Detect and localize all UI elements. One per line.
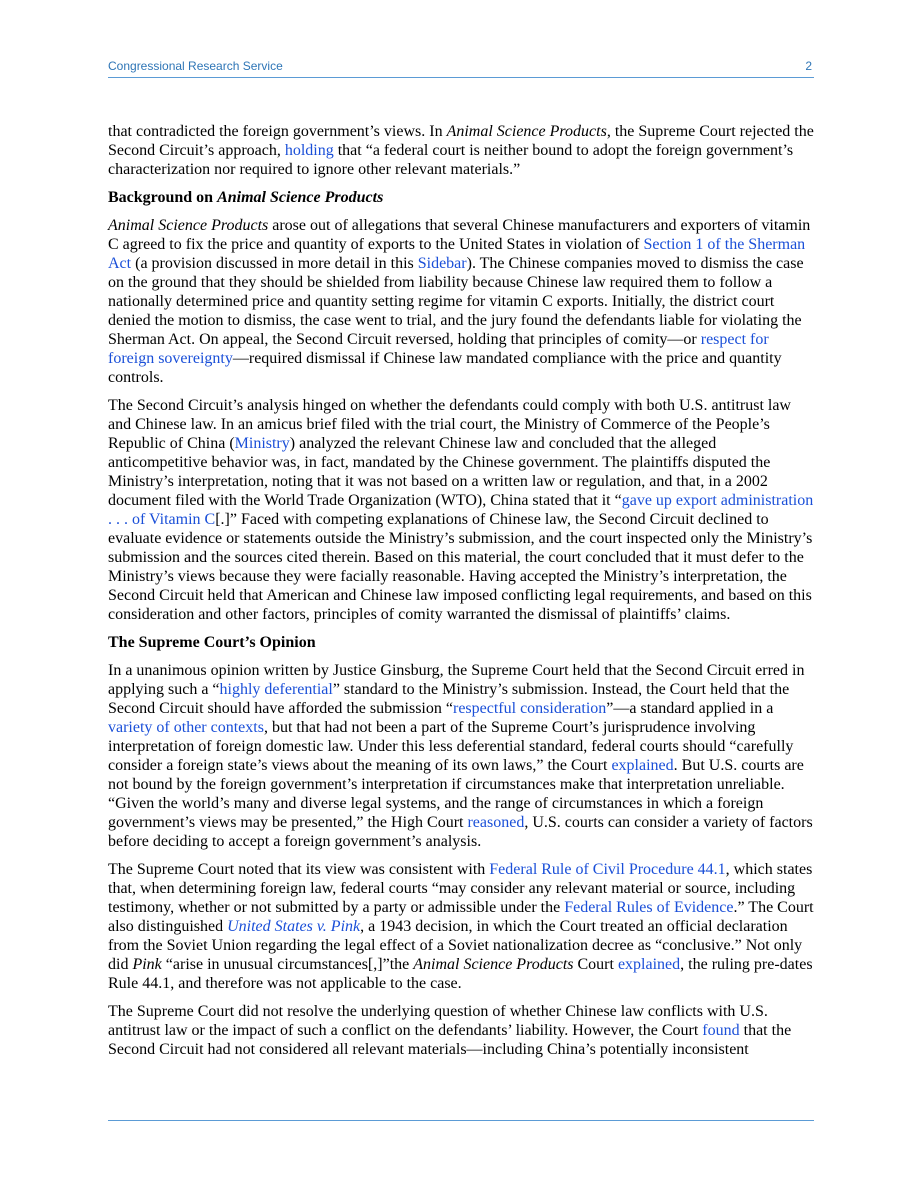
document-body — [108, 122, 814, 1068]
link-found[interactable]: found — [702, 1022, 740, 1039]
section-heading-opinion: The Supreme Court’s Opinion — [108, 634, 316, 651]
case-name: Animal Science Products — [446, 123, 607, 140]
page-number: 2 — [805, 59, 812, 73]
link-federal-rules-evidence[interactable]: Federal Rules of Evidence — [564, 899, 734, 916]
link-explained[interactable]: explained — [611, 757, 674, 774]
paragraph-second-circuit: The Second Circuit’s analysis hinged on whether the defendants could comply with both U.S. antitrust law and Chinese law. In an amicus brief filed with the trial court, the Ministry of Commerce of the People’s Republic of China (Ministry) analyzed the relevant Chinese law and concluded that the alleged anticompetitive behavior was, in fact, mandated by the Chinese government. The plaintiffs disputed the Ministry’s interpretation, noting that it was not based on a written law or regulation, and that, in a 2002 document filed with the World Trade Organization (WTO), China stated that it “gave up export administration . . . of Vitamin C[.]” Faced with competing explanations of Chinese law, the Second Circuit declined to evaluate evidence or statements outside the Ministry’s submission, and the court inspected only the Ministry’s submission and the sources cited therein. Based on this material, the court concluded that it must defer to the Ministry’s views because they were facially reasonable. Having accepted the Ministry’s interpretation, the Second Circuit held that American and Chinese law imposed conflicting legal requirements, and based on this consideration and other factors, principles of comity warranted the dismissal of plaintiffs’ claims. — [108, 397, 814, 623]
link-ministry[interactable]: Ministry — [234, 435, 290, 452]
paragraph-conclusion: The Supreme Court did not resolve the underlying question of whether Chinese law conflicts with U.S. antitrust law or the impact of such a conflict on the defendants’ liability. However, the Court found that the Second Circuit had not considered all relevant materials—including China’s potentially inconsistent — [108, 1003, 792, 1058]
page-header — [108, 57, 814, 78]
link-frcp-44-1[interactable]: Federal Rule of Civil Procedure 44.1 — [489, 861, 726, 878]
paragraph-rule-44-1: The Supreme Court noted that its view was consistent with Federal Rule of Civil Procedure 44.1, which states that, when determining foreign law, federal courts “may consider any relevant material or source, including testimony, whether or not submitted by a party or admissible under the Federal Rules of Evidence.” The Court also distinguished United States v. Pink, a 1943 decision, in which the Court treated an official declaration from the Soviet Union regarding the legal effect of a Soviet nationalization decree as “conclusive.” Not only did Pink “arise in unusual circumstances[,]”the Animal Science Products Court explained, the ruling pre-dates Rule 44.1, and therefore was not applicable to the case. — [108, 861, 814, 992]
link-gave-up-export[interactable]: gave up export administration . . . of Vitamin C — [108, 492, 814, 528]
link-variety-of-contexts[interactable]: variety of other contexts — [108, 719, 264, 736]
link-respectful-consideration[interactable]: respectful consideration — [452, 700, 607, 717]
paragraph-opinion: In a unanimous opinion written by Justice Ginsburg, the Supreme Court held that the Second Circuit erred in applying such a “highly deferential” standard to the Ministry’s submission. Instead, the Court held that the Second Circuit should have afforded the submission “respectful consideration”—a standard applied in a variety of other contexts, but that had not been a part of the Supreme Court’s jurisprudence involving interpretation of foreign domestic law. Under this less deferential standard, federal courts should “carefully consider a foreign state’s views about the meaning of its own laws,” the Court explained. But U.S. courts are not bound by the foreign government’s interpretation if circumstances make that interpretation unreliable. “Given the world’s many and diverse legal systems, and the range of circumstances in which a foreign government’s views may be presented,” the High Court reasoned, U.S. courts can consider a variety of factors before deciding to accept a foreign government’s analysis. — [108, 662, 813, 850]
link-sidebar[interactable]: Sidebar — [417, 255, 467, 272]
header-org-name: Congressional Research Service — [108, 59, 283, 73]
link-explained-2[interactable]: explained — [617, 956, 681, 973]
link-holding[interactable]: holding — [284, 142, 334, 159]
link-highly-deferential[interactable]: highly deferential — [219, 681, 333, 698]
link-sherman-act[interactable]: Section 1 of the Sherman Act — [108, 236, 806, 272]
link-respect-foreign-sovereignty[interactable]: respect for foreign sovereignty — [108, 331, 769, 367]
section-heading-background: Background on Animal Science Products — [108, 189, 384, 206]
paragraph-intro: that contradicted the foreign government’s views. In Animal Science Products, the Supreme Court rejected the Second Circuit’s approach, holding that “a federal court is neither bound to adopt the foreign government’s characterization nor required to ignore other relevant materials.” — [108, 123, 814, 178]
case-name: Animal Science Products — [108, 217, 269, 234]
paragraph-background: Animal Science Products arose out of allegations that several Chinese manufacturers and exporters of vitamin C agreed to fix the price and quantity of exports to the United States in violation of Section 1 of the Sherman Act (a provision discussed in more detail in this Sidebar). The Chinese companies moved to dismiss the case on the ground that they should be shielded from liability because Chinese law required them to follow a nationally determined price and quantity setting regime for vitamin C exports. Initially, the district court denied the motion to dismiss, the case went to trial, and the jury found the defendants liable for violating the Sherman Act. On appeal, the Second Circuit reversed, holding that principles of comity—or respect for foreign sovereignty—required dismissal if Chinese law mandated compliance with the price and quantity controls. — [108, 217, 811, 386]
link-reasoned[interactable]: reasoned — [467, 814, 525, 831]
footer-rule — [108, 1120, 814, 1121]
link-us-v-pink[interactable]: United States v. Pink — [227, 918, 361, 935]
